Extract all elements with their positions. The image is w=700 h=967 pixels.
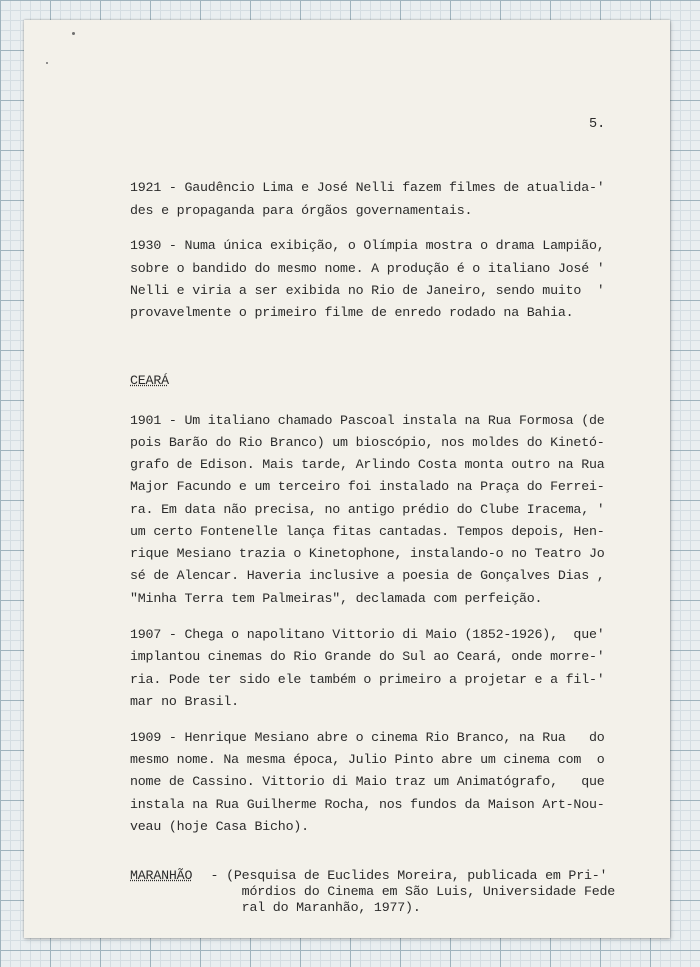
text-line: veau (hoje Casa Bicho). bbox=[130, 819, 309, 834]
text-line: grafo de Edison. Mais tarde, Arlindo Costa monta outro na Rua bbox=[130, 457, 605, 472]
text-line: pois Barão do Rio Branco) um bioscópio, nos moldes do Kinetó- bbox=[130, 435, 605, 450]
text-line: Nelli e viria a ser exibida no Rio de Janeiro, sendo muito ' bbox=[130, 283, 605, 298]
text-line: sobre o bandido do mesmo nome. A produção é o italiano José ' bbox=[130, 261, 605, 276]
text-line: 1909 - Henrique Mesiano abre o cinema Rio Branco, na Rua do bbox=[130, 730, 605, 745]
text-line: des e propaganda para órgãos governamentais. bbox=[130, 203, 473, 218]
text-line: implantou cinemas do Rio Grande do Sul ao Ceará, onde morre-' bbox=[130, 649, 605, 664]
text-line: rique Mesiano trazia o Kinetophone, instalando-o no Teatro Jo bbox=[130, 546, 605, 561]
text-line: 1907 - Chega o napolitano Vittorio di Maio (1852-1926), que' bbox=[130, 627, 605, 642]
text-line: mar no Brasil. bbox=[130, 694, 239, 709]
text-line: mesmo nome. Na mesma época, Julio Pinto abre um cinema com o bbox=[130, 752, 605, 767]
text-line: ral do Maranhão, 1977). bbox=[195, 900, 421, 915]
section-heading-maranhao: MARANHÃO bbox=[130, 868, 193, 883]
section-heading-ceara: CEARÁ bbox=[130, 373, 169, 388]
text-line: sé de Alencar. Haveria inclusive a poesia de Gonçalves Dias , bbox=[130, 568, 605, 583]
page-number: 5. bbox=[589, 117, 606, 132]
text-line: nome de Cassino. Vittorio di Maio traz um Animatógrafo, que bbox=[130, 774, 605, 789]
text-line: ra. Em data não precisa, no antigo prédio do Clube Iracema, ' bbox=[130, 502, 605, 517]
text-line: mórdios do Cinema em São Luis, Universidade Fede bbox=[195, 884, 616, 899]
text-line: ria. Pode ter sido ele também o primeiro a projetar e a fil-' bbox=[130, 672, 605, 687]
text-line: um certo Fontenelle lança fitas cantadas. Tempos depois, Hen- bbox=[130, 524, 605, 539]
text-line: 1901 - Um italiano chamado Pascoal instala na Rua Formosa (de bbox=[130, 413, 605, 428]
punch-mark bbox=[72, 32, 75, 35]
text-line: provavelmente o primeiro filme de enredo rodado na Bahia. bbox=[130, 305, 574, 320]
text-line: instala na Rua Guilherme Rocha, nos fundos da Maison Art-Nou- bbox=[130, 797, 605, 812]
text-line: - (Pesquisa de Euclides Moreira, publicada em Pri-' bbox=[195, 868, 608, 883]
text-line: 1930 - Numa única exibição, o Olímpia mostra o drama Lampião, bbox=[130, 238, 605, 253]
text-line: "Minha Terra tem Palmeiras", declamada com perfeição. bbox=[130, 591, 543, 606]
text-line: 1921 - Gaudêncio Lima e José Nelli fazem filmes de atualida-' bbox=[130, 180, 605, 195]
text-line: Major Facundo e um terceiro foi instalado na Praça do Ferrei- bbox=[130, 479, 605, 494]
punch-mark bbox=[46, 62, 48, 64]
